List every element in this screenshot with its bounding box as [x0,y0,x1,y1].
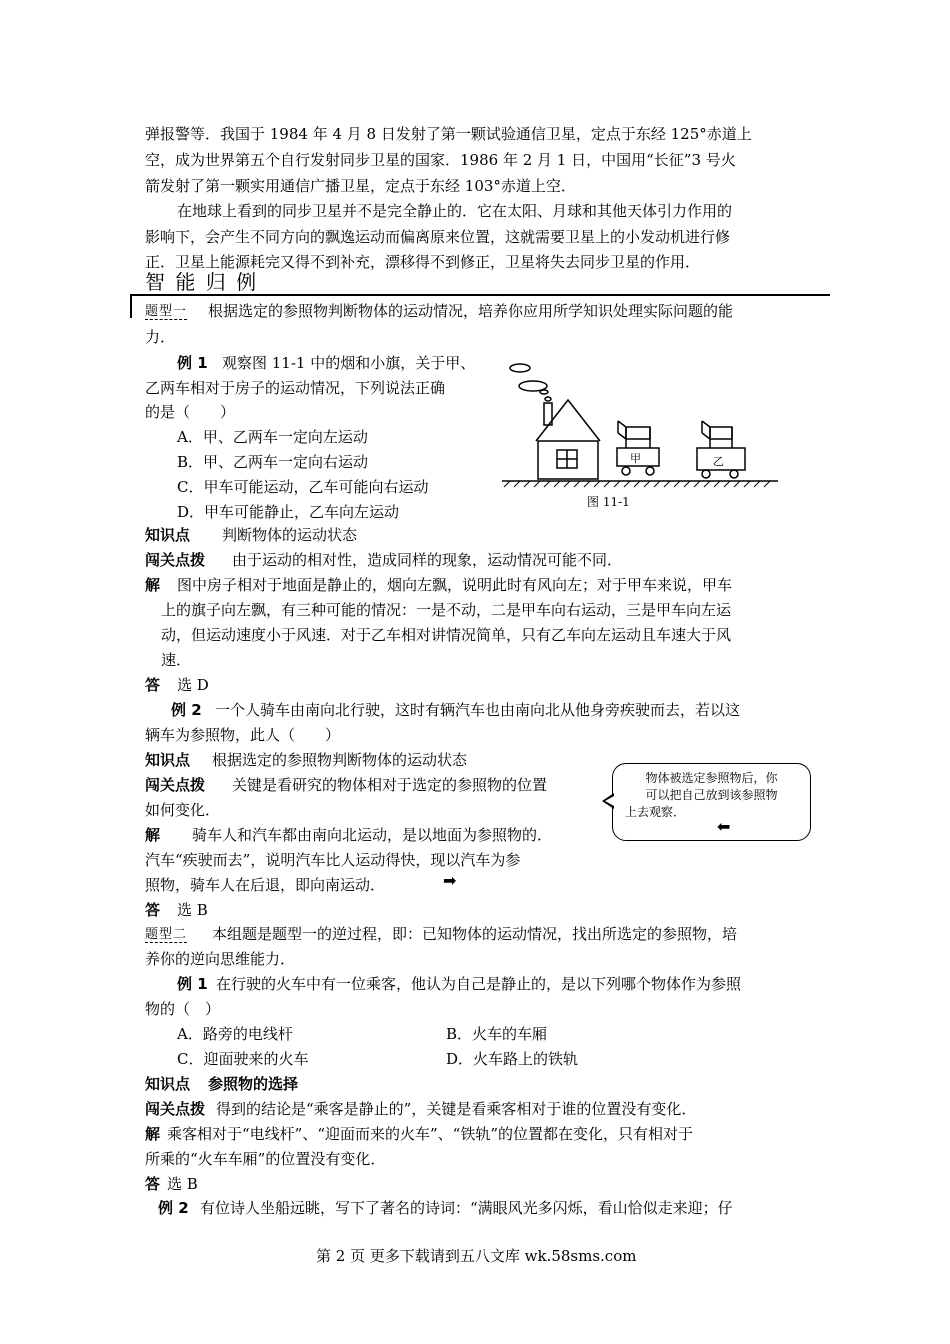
example-label: 例 2 [171,701,202,719]
answer-text: 选 D [177,676,209,694]
intro-line: 空，成为世界第五个自行发射同步卫星的国家．1986 年 2 月 1 日，中国用“长征”3 号火 [145,151,736,169]
solution-text: 所乘的“火车车厢”的位置没有变化． [145,1150,386,1168]
type2-desc: 本组题是题型一的逆过程，即：已知物体的运动情况，找出所选定的参照物，培 [212,925,738,943]
type2-desc: 养你的逆向思维能力． [145,950,296,968]
option-c: C．甲车可能运动，乙车可能向右运动 [177,478,429,496]
type2-badge: 题型二 [145,927,188,942]
callout-text: 物体被选定参照物后，你 [645,771,778,785]
option-a: A．甲、乙两车一定向左运动 [177,428,368,446]
callout-note [612,763,811,841]
knowledge-point-label: 知识点 [145,751,191,769]
callout-text: 上去观察． [625,805,686,819]
question-text: 物的（ ） [145,1000,221,1018]
section-rule-vertical [130,294,132,318]
answer-label: 答 [145,676,161,694]
figure-caption: 图 11-1 [587,495,630,509]
wheel [702,470,710,478]
car-jia-label: 甲 [630,452,641,465]
figure-11-1 [500,355,790,515]
question-text: 有位诗人坐船远眺，写下了著名的诗词：“满眼风光多闪烁，看山恰似走来迎；仔 [200,1199,733,1217]
answer-text: 选 B [177,901,208,919]
callout-text: 可以把自己放到该参照物 [645,788,778,802]
tip-text: 如何变化． [145,801,221,819]
answer-label: 答 [145,901,161,919]
question-text: 的是（ ） [145,403,236,421]
answer-label: 答 [145,1175,161,1193]
solution-label: 解 [145,826,161,844]
wheel [646,467,654,475]
option-d: D．火车路上的铁轨 [446,1050,579,1068]
answer-text: 选 B [167,1175,198,1193]
intro-line: 在地球上看到的同步卫星并不是完全静止的．它在太阳、月球和其他天体引力作用的 [177,202,733,220]
example-label: 例 1 [177,975,208,993]
option-a: A．路旁的电线杆 [177,1025,293,1043]
intro-line: 箭发射了第一颗实用通信广播卫星，定点于东经 103°赤道上空． [145,177,576,195]
house-body [538,441,598,479]
question-text: 乙两车相对于房子的运动情况，下列说法正确 [145,379,446,397]
solution-text: 速． [161,651,192,669]
left-arrow-icon: ⬅ [717,817,731,836]
callout-tail-inner [605,796,614,806]
solution-text: 乘客相对于“电线杆”、“迎面而来的火车”、“铁轨”的位置都在变化，只有相对于 [167,1125,694,1143]
knowledge-point-label: 知识点 [145,526,191,544]
section-title: 智 能 归 例 [145,270,259,294]
knowledge-point: 根据选定的参照物判断物体的运动状态 [212,751,468,769]
solution-label: 解 [145,1125,161,1143]
option-d: D．甲车可能静止，乙车向左运动 [177,503,400,521]
solution-label: 解 [145,576,161,594]
solution-text: 照物，骑车人在后退，即向南运动． [145,876,386,894]
smoke-puff [540,390,548,394]
solution-text: 骑车人和汽车都由南向北运动，是以地面为参照物的． [192,826,553,844]
smoke-cloud [510,364,530,372]
solution-text: 上的旗子向左飘，有三种可能的情况：一是不动，二是甲车向右运动，三是甲车向左运 [161,601,732,619]
smoke-puff [545,397,551,401]
knowledge-point: 判断物体的运动状态 [222,526,358,544]
intro-line: 正．卫星上能源耗完又得不到补充，漂移得不到修正，卫星将失去同步卫星的作用． [145,253,701,271]
question-text: 观察图 11-1 中的烟和小旗，关于甲、 [222,354,476,372]
tip-label: 闯关点拨 [145,1100,206,1118]
intro-line: 弹报警等．我国于 1984 年 4 月 8 日发射了第一颗试验通信卫星，定点于东经 125°赤道上 [145,125,752,143]
knowledge-point-label: 知识点 [145,1075,191,1093]
solution-text: 动，但运动速度小于风速．对于乙车相对讲情况简单，只有乙车向左运动且车速大于风 [161,626,732,644]
example-label: 例 2 [158,1199,189,1217]
type1-badge: 题型一 [145,304,188,319]
wheel [730,470,738,478]
wheel [622,467,630,475]
car-yi-label: 乙 [713,455,724,468]
type1-desc: 力． [145,328,176,346]
tip-label: 闯关点拨 [145,776,206,794]
solution-text: 图中房子相对于地面是静止的，烟向左飘，说明此时有风向左；对于甲车来说，甲车 [177,576,733,594]
question-text: 一个人骑车由南向北行驶，这时有辆汽车也由南向北从他身旁疾驶而去，若以这 [215,701,741,719]
tip-text: 得到的结论是“乘客是静止的”，关键是看乘客相对于谁的位置没有变化． [216,1100,697,1118]
question-text: 辆车为参照物，此人（ ） [145,726,341,744]
section-rule [130,294,830,296]
solution-text: 汽车“疾驶而去”，说明汽车比人运动得快，现以汽车为参 [145,851,521,869]
page-footer: 第 2 页 更多下载请到五八文库 wk.58sms.com [316,1247,637,1265]
option-b: B．火车的车厢 [446,1025,548,1043]
intro-line: 影响下，会产生不同方向的飘逸运动而偏离原来位置，这就需要卫星上的小发动机进行修 [145,228,731,246]
tip-text: 由于运动的相对性，造成同样的现象，运动情况可能不同． [232,551,623,569]
knowledge-point: 参照物的选择 [208,1075,299,1093]
flag-jia [626,427,650,439]
type1-desc: 根据选定的参照物判断物体的运动情况，培养你应用所学知识处理实际问题的能 [208,302,734,320]
example-label: 例 1 [177,354,208,372]
flag-yi [710,427,732,439]
option-c: C．迎面驶来的火车 [177,1050,309,1068]
question-text: 在行驶的火车中有一位乘客，他认为自己是静止的，是以下列哪个物体作为参照 [216,975,742,993]
tip-text: 关键是看研究的物体相对于选定的参照物的位置 [232,776,548,794]
tip-label: 闯关点拨 [145,551,206,569]
ground-hatch [504,481,770,487]
option-b: B．甲、乙两车一定向右运动 [177,453,369,471]
right-arrow-icon: ➡ [443,871,457,890]
